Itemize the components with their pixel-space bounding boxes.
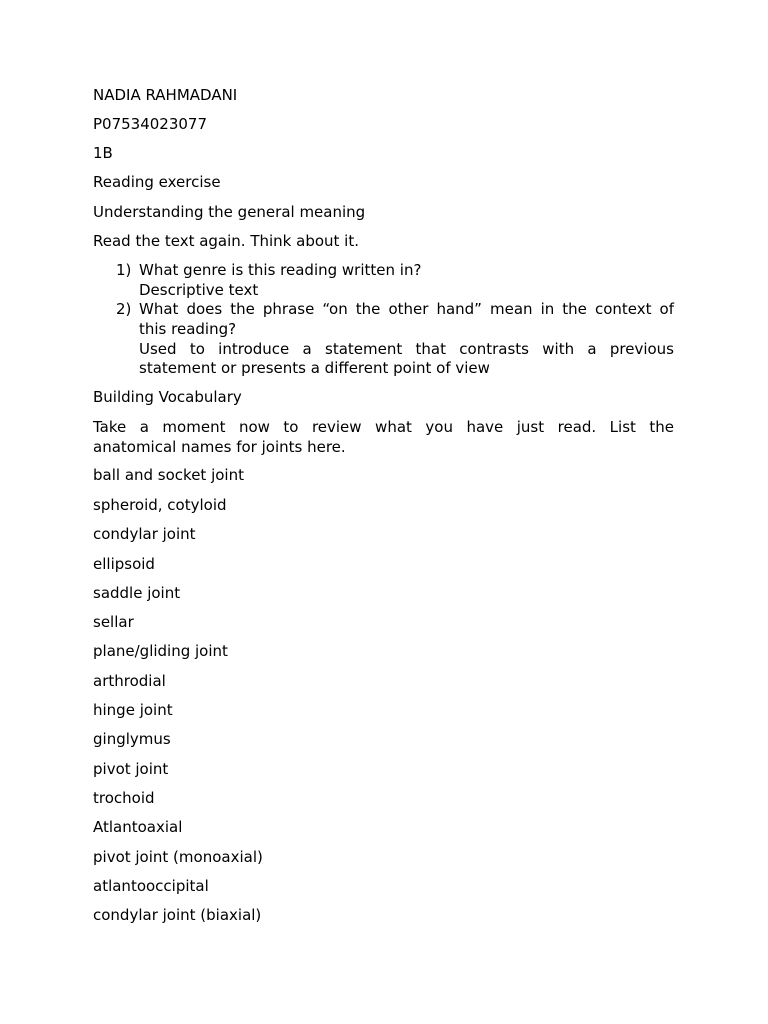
reading-instruction: Read the text again. Think about it. bbox=[93, 232, 359, 250]
list-item: ginglymus bbox=[93, 730, 171, 748]
list-item: spheroid, cotyloid bbox=[93, 496, 227, 514]
list-item: pivot joint bbox=[93, 760, 169, 778]
list-item: sellar bbox=[93, 613, 134, 631]
list-item: Atlantoaxial bbox=[93, 818, 183, 836]
question-text-line: What does the phrase “on the other hand” mean in the context of bbox=[139, 300, 674, 318]
list-item: ball and socket joint bbox=[93, 466, 244, 484]
question-number: 1) bbox=[116, 261, 132, 279]
list-item: arthrodial bbox=[93, 672, 166, 690]
list-item: condylar joint bbox=[93, 525, 196, 543]
answer-text: Descriptive text bbox=[139, 281, 259, 299]
student-id: P07534023077 bbox=[93, 115, 208, 133]
list-item: saddle joint bbox=[93, 584, 181, 602]
list-item: trochoid bbox=[93, 789, 155, 807]
vocabulary-heading: Building Vocabulary bbox=[93, 388, 242, 406]
list-item: condylar joint (biaxial) bbox=[93, 906, 262, 924]
answer-text-line: Used to introduce a statement that contrasts with a previous bbox=[139, 340, 674, 358]
class-label: 1B bbox=[93, 144, 113, 162]
list-item: atlantooccipital bbox=[93, 877, 209, 895]
list-item: pivot joint (monoaxial) bbox=[93, 848, 263, 866]
author-name: NADIA RAHMADANI bbox=[93, 86, 238, 104]
question-text-line: this reading? bbox=[139, 320, 237, 338]
list-item: plane/gliding joint bbox=[93, 642, 228, 660]
question-text: What genre is this reading written in? bbox=[139, 261, 422, 279]
list-item: ellipsoid bbox=[93, 555, 155, 573]
vocabulary-instruction-line: Take a moment now to review what you have just read. List the bbox=[93, 418, 674, 436]
answer-text-line: statement or presents a different point of view bbox=[139, 359, 490, 377]
vocabulary-instruction-line: anatomical names for joints here. bbox=[93, 438, 346, 456]
list-item: hinge joint bbox=[93, 701, 173, 719]
section-subtitle: Understanding the general meaning bbox=[93, 203, 366, 221]
question-number: 2) bbox=[116, 300, 132, 318]
section-title: Reading exercise bbox=[93, 173, 221, 191]
